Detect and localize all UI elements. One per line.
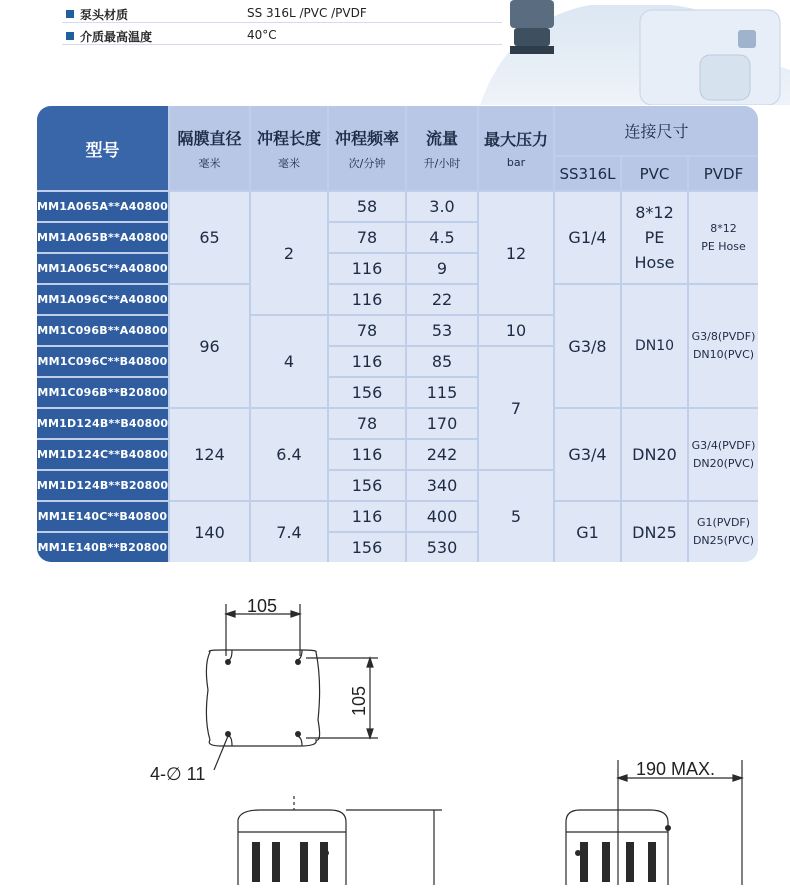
- flow-cell: 53: [407, 316, 477, 345]
- dimension-drawing: [0, 570, 790, 885]
- header-max-pressure: 最大压力 bar: [479, 106, 553, 190]
- stroke-frequency-cell: 116: [329, 440, 405, 469]
- pressure-cell: 10: [479, 316, 553, 345]
- stroke-length-cell: 4: [251, 316, 327, 407]
- flow-cell: 85: [407, 347, 477, 376]
- diaphragm-cell: 124: [170, 409, 249, 500]
- model-cell: MM1A065A**A40800: [37, 192, 168, 221]
- pvc-cell: DN20: [622, 409, 687, 500]
- diaphragm-cell: 65: [170, 192, 249, 283]
- pressure-cell: 12: [479, 192, 553, 314]
- spec-value: SS 316L /PVC /PVDF: [247, 6, 367, 20]
- stroke-length-cell: 7.4: [251, 502, 327, 562]
- pressure-cell: 5: [479, 471, 553, 562]
- pvdf-cell: G3/8(PVDF) DN10(PVC): [689, 285, 758, 407]
- width-dimension-label: 105: [247, 596, 278, 616]
- flow-cell: 400: [407, 502, 477, 531]
- model-cell: MM1A096C**A40800: [37, 285, 168, 314]
- ss316l-cell: G1/4: [555, 192, 620, 283]
- header-stroke-length: 冲程长度 毫米: [251, 106, 327, 190]
- flow-cell: 9: [407, 254, 477, 283]
- model-cell: MM1D124B**B40800: [37, 409, 168, 438]
- flow-cell: 115: [407, 378, 477, 407]
- ss316l-cell: G3/4: [555, 409, 620, 500]
- header-diaphragm: 隔膜直径 毫米: [170, 106, 249, 190]
- model-cell: MM1D124B**B20800: [37, 471, 168, 500]
- model-cell: MM1C096B**B20800: [37, 378, 168, 407]
- model-cell: MM1C096B**A40800: [37, 316, 168, 345]
- bullet-square: [66, 32, 74, 40]
- stroke-length-cell: 2: [251, 192, 327, 314]
- ss316l-cell: G1: [555, 502, 620, 562]
- model-cell: MM1E140B**B20800: [37, 533, 168, 562]
- model-cell: MM1C096C**B40800: [37, 347, 168, 376]
- pvdf-cell: G3/4(PVDF) DN20(PVC): [689, 409, 758, 500]
- flow-cell: 3.0: [407, 192, 477, 221]
- header-flow: 流量 升/小时: [407, 106, 477, 190]
- pvdf-cell: 8*12 PE Hose: [689, 192, 758, 283]
- header-pvc: PVC: [622, 157, 687, 190]
- stroke-frequency-cell: 156: [329, 533, 405, 562]
- diaphragm-cell: 140: [170, 502, 249, 562]
- pump-product-image: [470, 0, 790, 105]
- stroke-frequency-cell: 116: [329, 254, 405, 283]
- stroke-frequency-cell: 58: [329, 192, 405, 221]
- stroke-frequency-cell: 78: [329, 409, 405, 438]
- flow-cell: 242: [407, 440, 477, 469]
- flow-cell: 4.5: [407, 223, 477, 252]
- flow-cell: 22: [407, 285, 477, 314]
- flow-cell: 530: [407, 533, 477, 562]
- max-dimension-label: 190 MAX.: [636, 759, 716, 779]
- ss316l-cell: G3/8: [555, 285, 620, 407]
- model-cell: MM1A065B**A40800: [37, 223, 168, 252]
- height-dimension-label: 105: [349, 685, 369, 716]
- pvc-cell: DN25: [622, 502, 687, 562]
- stroke-frequency-cell: 116: [329, 285, 405, 314]
- pvdf-cell: G1(PVDF) DN25(PVC): [689, 502, 758, 562]
- header-connection: 连接尺寸: [555, 106, 758, 155]
- flow-cell: 170: [407, 409, 477, 438]
- stroke-length-cell: 6.4: [251, 409, 327, 500]
- spec-table: [37, 106, 758, 562]
- bullet-square: [66, 10, 74, 18]
- flow-cell: 340: [407, 471, 477, 500]
- spec-value: 40°C: [247, 28, 277, 42]
- spec-label: 介质最高温度: [80, 30, 153, 44]
- stroke-frequency-cell: 156: [329, 471, 405, 500]
- stroke-frequency-cell: 78: [329, 223, 405, 252]
- stroke-frequency-cell: 78: [329, 316, 405, 345]
- header-pvdf: PVDF: [689, 157, 758, 190]
- model-cell: MM1A065C**A40800: [37, 254, 168, 283]
- stroke-frequency-cell: 116: [329, 502, 405, 531]
- stroke-frequency-cell: 156: [329, 378, 405, 407]
- pvc-cell: 8*12 PE Hose: [622, 192, 687, 283]
- header-stroke-frequency: 冲程频率 次/分钟: [329, 106, 405, 190]
- model-cell: MM1E140C**B40800: [37, 502, 168, 531]
- stroke-frequency-cell: 116: [329, 347, 405, 376]
- model-cell: MM1D124C**B40800: [37, 440, 168, 469]
- spec-row-max-temp: [62, 27, 502, 45]
- diaphragm-cell: 96: [170, 285, 249, 407]
- pressure-cell: 7: [479, 347, 553, 469]
- header-model: 型号: [37, 106, 168, 190]
- header-ss316l: SS316L: [555, 157, 620, 190]
- spec-label: 泵头材质: [80, 8, 129, 22]
- pvc-cell: DN10: [622, 285, 687, 407]
- hole-note-label: 4-∅ 11: [150, 764, 206, 784]
- spec-row-head-material: [62, 5, 502, 23]
